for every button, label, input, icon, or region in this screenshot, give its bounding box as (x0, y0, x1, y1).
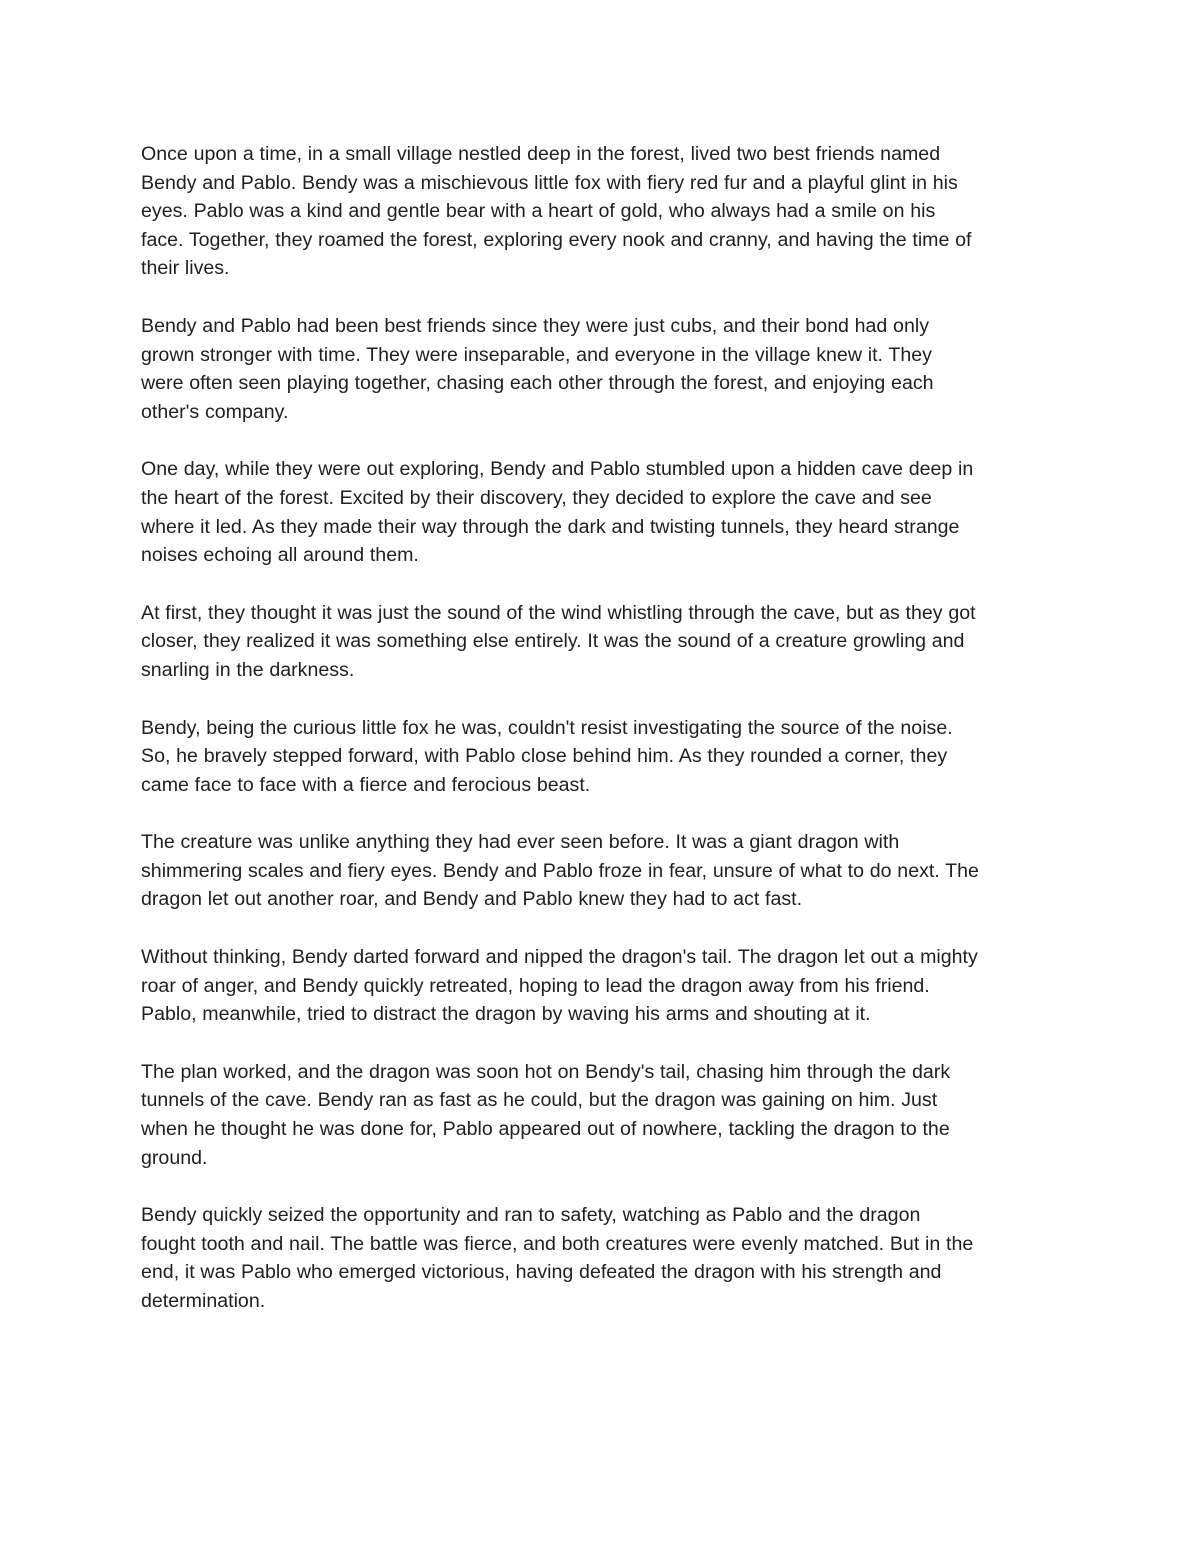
paragraph-6: The creature was unlike anything they had ever seen before. It was a giant dragon with shimmering scales and fiery eyes. Bendy and Pablo froze in fear, unsure of what to do next. The dragon let out another roar, and Bendy and Pablo knew they had to act fast. (141, 831, 979, 911)
paragraph-1: Once upon a time, in a small village nestled deep in the forest, lived two best friends named Bendy and Pablo. Bendy was a mischievous little fox with fiery red fur and a playful glint in his eyes. Pablo was a kind and gentle bear with a heart of gold, who always had a smile on his face. Together, they roamed the forest, exploring every nook and cranny, and having the time of their lives. (141, 143, 972, 280)
paragraph-4: At first, they thought it was just the sound of the wind whistling through the cave, but as they got closer, they realized it was something else entirely. It was the sound of a creature growling and snarling in the darkness. (141, 601, 976, 681)
paragraph-3: One day, while they were out exploring, Bendy and Pablo stumbled upon a hidden cave deep in the heart of the forest. Excited by their discovery, they decided to explore the cave and see where it led. As they made their way through the dark and twisting tunnels, they heard strange noises echoing all around them. (141, 458, 974, 567)
paragraph-2: Bendy and Pablo had been best friends since they were just cubs, and their bond had only grown stronger with time. They were inseparable, and everyone in the village knew it. They were often seen playing together, chasing each other through the forest, and enjoying each other's company. (141, 314, 934, 423)
paragraph-9: Bendy quickly seized the opportunity and ran to safety, watching as Pablo and the dragon fought tooth and nail. The battle was fierce, and both creatures were evenly matched. But in the end, it was Pablo who emerged victorious, having defeated the dragon with his strength and determination. (141, 1204, 974, 1312)
paragraph-8: The plan worked, and the dragon was soon hot on Bendy's tail, chasing him through the dark tunnels of the cave. Bendy ran as fast as he could, but the dragon was gaining on him. Just when he thought he was done for, Pablo appeared out of nowhere, tackling the dragon to the ground. (141, 1060, 951, 1169)
paragraph-7: Without thinking, Bendy darted forward and nipped the dragon's tail. The dragon let out a mighty roar of anger, and Bendy quickly retreated, hoping to lead the dragon away from his friend. Pablo, meanwhile, tried to distract the dragon by waving his arms and shouting at it. (141, 946, 978, 1026)
paragraph-5: Bendy, being the curious little fox he was, couldn't resist investigating the source of the noise. So, he bravely stepped forward, with Pablo close behind him. As they rounded a corner, they came face to face with a fierce and ferocious beast. (141, 716, 953, 796)
document-body (141, 140, 1066, 1345)
